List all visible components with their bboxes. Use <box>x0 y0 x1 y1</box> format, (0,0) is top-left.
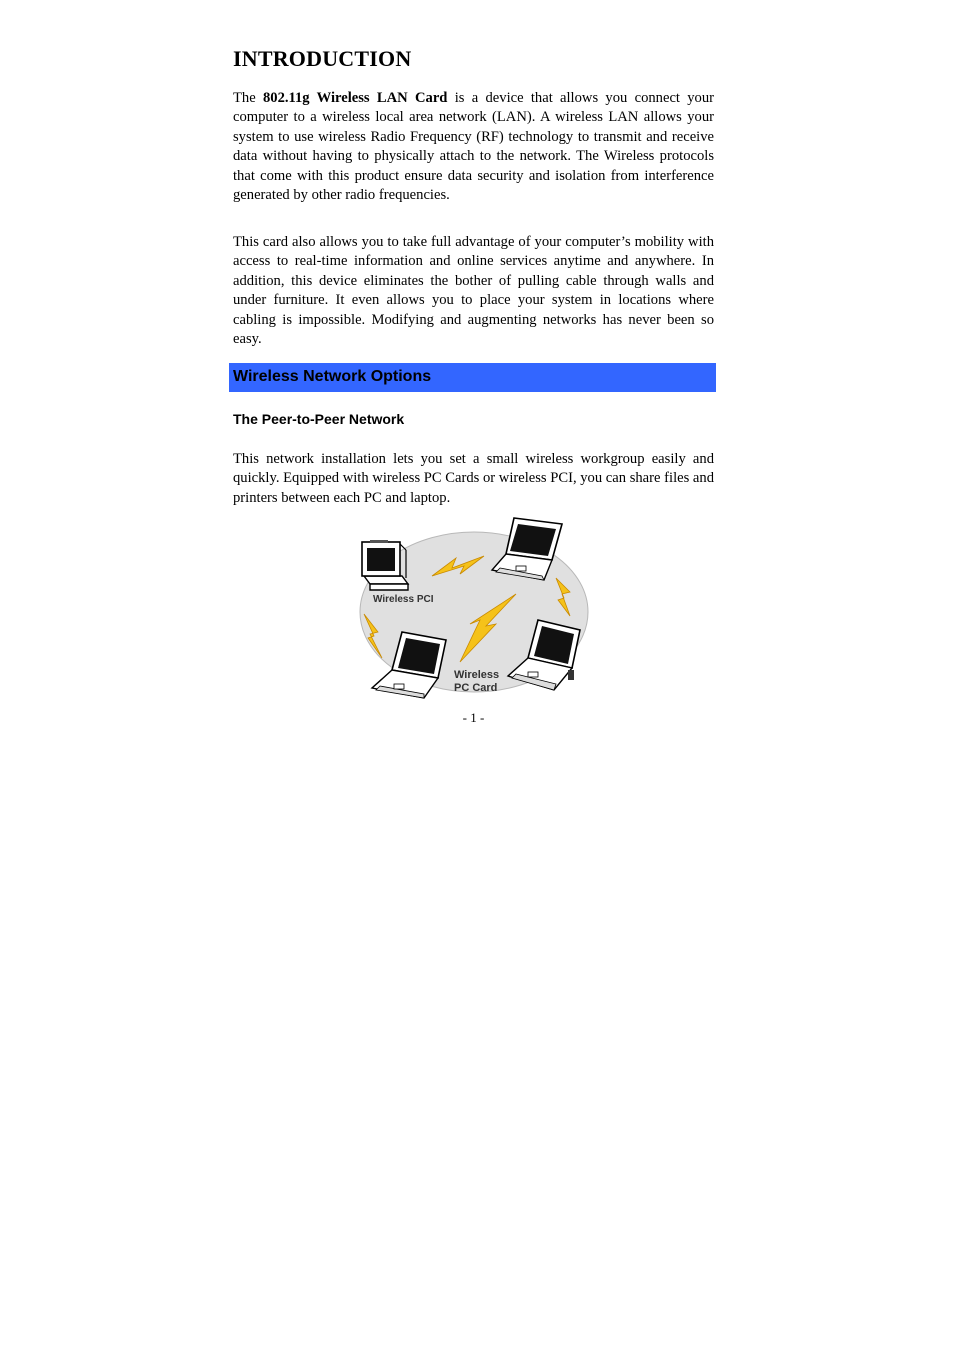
section-header-bar <box>229 363 716 392</box>
peer-to-peer-diagram <box>356 516 590 710</box>
product-name: 802.11g Wireless LAN Card <box>262 90 448 106</box>
page-title: INTRODUCTION <box>233 46 412 71</box>
subsection-title: The Peer-to-Peer Network <box>233 411 405 427</box>
wireless-pc-card-label-line1: Wireless <box>454 669 500 681</box>
mobility-paragraph: This card also allows you to take full advantage of your computer’s mobility with access to real-time information and online services anytime and anywhere. In addition, this device eliminates the bother of pulling cable through walls and under furniture. It even allows you to place your system in locations where cabling is impossible. Modifying and augmenting networks has never been so easy. <box>233 234 714 348</box>
intro-rest: is a device that allows you connect your computer to a wireless local area network (LAN). A wireless LAN allows your system to use wireless Radio Frequency (RF) technology to transmit and receive data without having to physically attach to the network. The Wireless protocols that come with this product ensure data security and isolation from interference generated by other radio frequencies. <box>233 90 715 204</box>
section-title: Wireless Network Options <box>233 368 432 385</box>
wireless-pc-card-label-line2: PC Card <box>454 682 498 694</box>
intro-paragraph <box>233 89 714 205</box>
page-number: - 1 - <box>462 710 485 725</box>
peer-network-paragraph: This network installation lets you set a small wireless workgroup easily and quickly. Equipped with wireless PC Cards or wireless PCI, you can share files and printers between each PC and laptop. <box>233 451 714 506</box>
intro-lead: The <box>233 90 263 106</box>
wireless-pci-label: Wireless PCI <box>373 594 434 605</box>
